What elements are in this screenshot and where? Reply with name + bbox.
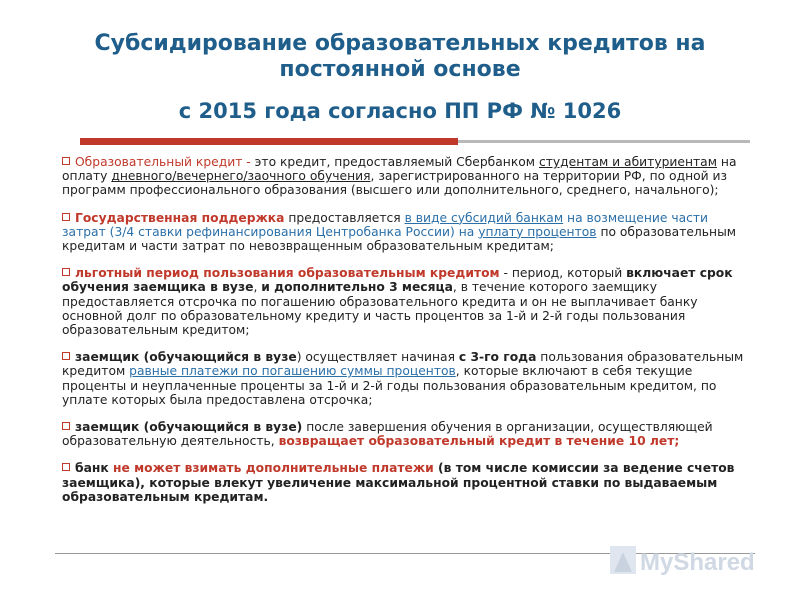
bullet-square-icon xyxy=(62,213,70,221)
item-text: включает срок обучения заемщика в вузе xyxy=(62,266,733,295)
item-text: после завершения обучения в организации, осуществляющей образовательную деятельность, xyxy=(62,420,713,449)
list-item xyxy=(62,211,754,254)
bullet-square-icon xyxy=(62,463,70,471)
item-text: возвращает образовательный кредит в течение 10 лет; xyxy=(278,434,680,449)
item-text: (в том числе комиссии за ведение счетов заемщика), которые влекут увеличение максимальной процентной ставки по выдаваемым образовательным кредитам. xyxy=(62,461,735,504)
bullet-square-icon xyxy=(62,352,70,360)
item-text: это кредит, предоставляемый Сбербанком xyxy=(254,155,539,169)
item-text: не может взимать дополнительные платежи xyxy=(113,461,434,476)
list-item xyxy=(62,350,754,407)
list-item xyxy=(62,155,754,198)
page-title-line-1: Субсидирование образовательных кредитов на xyxy=(94,31,706,56)
item-text: по образовательным кредитам и части затрат по невозвращенным образовательным кредитам; xyxy=(62,224,737,254)
logo-text: MyShared xyxy=(640,549,755,576)
item-text: - период, который xyxy=(499,266,627,281)
term-label: Образовательный кредит - xyxy=(75,155,255,169)
item-text: , xyxy=(253,280,262,295)
bullet-square-icon xyxy=(62,157,70,165)
item-link-text: равные платежи по погашению суммы процентов xyxy=(129,364,456,379)
title-divider-red xyxy=(80,138,458,145)
item-text: с 3-го года xyxy=(458,350,537,365)
bullet-square-icon xyxy=(62,268,70,276)
item-text: на возмещение части затрат (3/4 ставки рефинансирования Центробанка России) на xyxy=(62,210,709,239)
item-text: ) осуществляет начиная xyxy=(296,350,459,365)
term-label: банк xyxy=(75,461,114,476)
term-label: заемщик (обучающийся в вузе) xyxy=(75,420,303,435)
item-text: на оплату xyxy=(62,155,737,184)
term-label: Государственная поддержка xyxy=(75,210,285,225)
list-item xyxy=(62,420,754,448)
item-link-text: в виде субсидий банкам xyxy=(404,210,564,225)
page-title-line-2: постоянной основе xyxy=(279,57,521,82)
item-text: и дополнительно 3 месяца xyxy=(261,280,453,295)
title-divider-gray xyxy=(458,140,750,143)
page-subtitle: с 2015 года согласно ПП РФ № 1026 xyxy=(178,99,622,123)
list-item xyxy=(62,461,754,504)
term-label: заемщик (обучающийся в вузе xyxy=(75,350,297,365)
myshared-logo xyxy=(608,540,760,580)
item-text: , которые включают в себя текущие проценты и неуплаченные проценты за 1-й и 2-й годы пользования образовательным кредитом, по уплате которых была предоставлена отсрочка; xyxy=(62,364,717,407)
item-link-text: уплату процентов xyxy=(478,224,597,239)
item-text: , в течение которого заемщику предоставляется отсрочка по погашению образовательного кредита и он не выплачивает банку основной долг по образовательному кредиту и часть процентов за 1-й и 2-й годы пользования образовательным кредитом; xyxy=(62,280,698,338)
item-text: дневного/вечернего/заочного обучения xyxy=(111,169,371,184)
item-text: , зарегистрированного на территории РФ, по одной из программ профессионального образования (высшего или дополнительного, среднего, начального); xyxy=(62,169,728,198)
item-text: пользования образовательным кредитом xyxy=(62,350,744,379)
item-text: студентам и абитуриентам xyxy=(538,155,717,169)
list-item xyxy=(62,266,754,337)
item-text: предоставляется xyxy=(284,210,405,225)
bullet-list xyxy=(62,155,754,517)
bullet-square-icon xyxy=(62,422,70,430)
term-label: льготный период пользования образовательным кредитом xyxy=(75,266,500,281)
